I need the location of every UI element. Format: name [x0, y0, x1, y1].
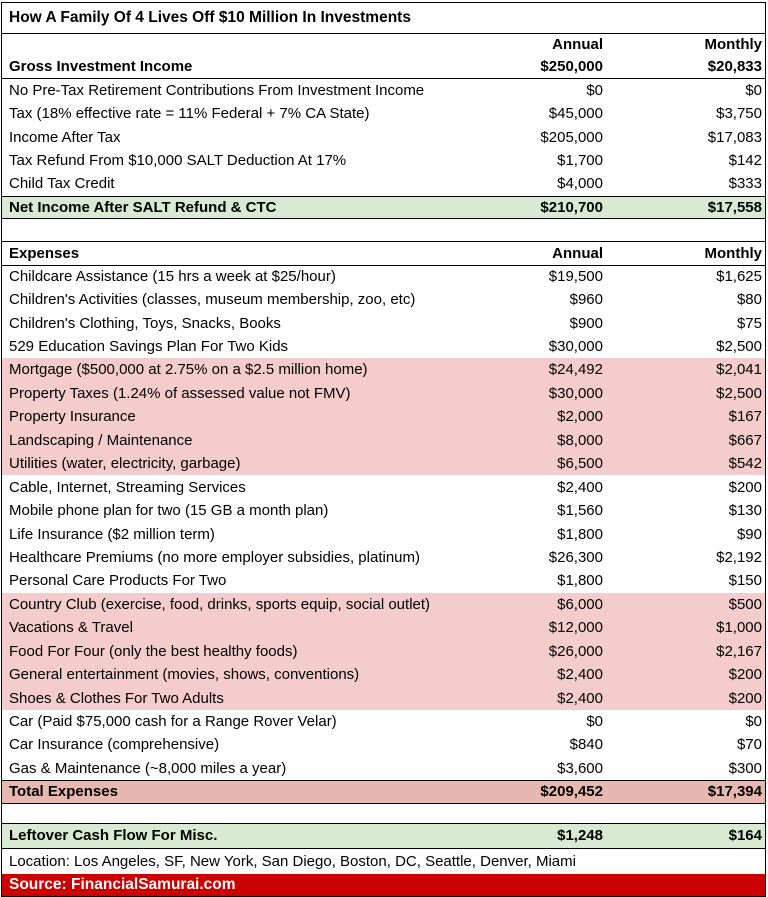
- expense-row-annual: $26,300: [548, 548, 603, 566]
- expense-row-annual: $19,500: [548, 268, 603, 286]
- expense-row-monthly: $167: [728, 408, 762, 426]
- expense-row-monthly: $70: [736, 736, 762, 754]
- expense-row-annual: $12,000: [548, 619, 603, 637]
- expense-row-label: Country Club (exercise, food, drinks, sports equip, social outlet): [9, 595, 431, 613]
- expense-row-monthly: $75: [736, 314, 762, 332]
- expense-row-label: Vacations & Travel: [9, 619, 133, 637]
- leftover-monthly: $164: [728, 827, 762, 845]
- expense-row: [2, 311, 765, 334]
- income-row-label: Child Tax Credit: [9, 175, 115, 193]
- expense-row-annual: $26,000: [548, 642, 603, 660]
- expense-row-label: Cable, Internet, Streaming Services: [9, 478, 246, 496]
- budget-table: [1, 2, 766, 897]
- expense-row: [2, 265, 765, 288]
- expense-row-monthly: $542: [728, 455, 762, 473]
- expense-row-label: Car (Paid $75,000 cash for a Range Rover Velar): [9, 713, 337, 731]
- location-text: Location: Los Angeles, SF, New York, San Diego, Boston, DC, Seattle, Denver, Miami: [9, 852, 576, 870]
- expense-row-monthly: $150: [728, 572, 762, 590]
- gross-income-monthly: $20,833: [707, 58, 762, 76]
- expense-row: [2, 546, 765, 569]
- location-row: [2, 848, 765, 874]
- expense-row-annual: $960: [569, 291, 603, 309]
- expense-row-monthly: $200: [728, 666, 762, 684]
- spacer: [2, 804, 765, 824]
- income-row-label: Income After Tax: [9, 128, 121, 146]
- expense-row-monthly: $90: [736, 525, 762, 543]
- expense-row: [2, 593, 765, 616]
- source-text: Source: FinancialSamurai.com: [9, 875, 236, 893]
- expense-row-annual: $30,000: [548, 338, 603, 356]
- expense-row-label: Landscaping / Maintenance: [9, 431, 193, 449]
- expense-row: [2, 663, 765, 686]
- expense-row-label: Shoes & Clothes For Two Adults: [9, 689, 224, 707]
- expense-row-annual: $6,000: [557, 595, 603, 613]
- expense-row-monthly: $130: [728, 502, 762, 520]
- expense-row-annual: $3,600: [557, 759, 603, 777]
- expense-row-monthly: $1,000: [716, 619, 762, 637]
- expenses-annual-header: Annual: [552, 244, 603, 262]
- expense-row-monthly: $2,500: [716, 384, 762, 402]
- expense-row-annual: $2,000: [557, 408, 603, 426]
- expense-row: [2, 733, 765, 756]
- expense-rows: [2, 265, 765, 781]
- expense-row-label: Food For Four (only the best healthy foods): [9, 642, 298, 660]
- expense-row-monthly: $80: [736, 291, 762, 309]
- expense-row-label: General entertainment (movies, shows, conventions): [9, 666, 360, 684]
- expense-row-annual: $24,492: [548, 361, 603, 379]
- expense-row-monthly: $667: [728, 431, 762, 449]
- expense-row-annual: $0: [586, 713, 603, 731]
- expense-row-label: Children's Activities (classes, museum membership, zoo, etc): [9, 291, 416, 309]
- income-row-annual: $0: [586, 82, 603, 100]
- source-row: [2, 874, 765, 896]
- expense-row: [2, 358, 765, 381]
- expense-row-monthly: $500: [728, 595, 762, 613]
- leftover-label: Leftover Cash Flow For Misc.: [9, 827, 218, 845]
- expense-row: [2, 335, 765, 358]
- income-row-monthly: $3,750: [716, 105, 762, 123]
- expense-row-monthly: $1,625: [716, 268, 762, 286]
- expense-row-annual: $1,800: [557, 572, 603, 590]
- expense-row-label: Property Insurance: [9, 408, 136, 426]
- income-row-monthly: $0: [745, 82, 762, 100]
- expense-row-monthly: $0: [745, 713, 762, 731]
- expense-row-label: Property Taxes (1.24% of assessed value not FMV): [9, 384, 351, 402]
- income-rows: [2, 78, 765, 195]
- expense-row-label: 529 Education Savings Plan For Two Kids: [9, 338, 289, 356]
- expense-row: [2, 405, 765, 428]
- income-row: [2, 172, 765, 195]
- leftover-annual: $1,248: [557, 827, 603, 845]
- expense-row-label: Children's Clothing, Toys, Snacks, Books: [9, 314, 281, 332]
- table-title: How A Family Of 4 Lives Off $10 Million In Investments: [9, 9, 411, 26]
- income-row-annual: $1,700: [557, 151, 603, 169]
- income-row-annual: $45,000: [548, 105, 603, 123]
- net-income-row: [2, 196, 765, 219]
- expense-row-label: Life Insurance ($2 million term): [9, 525, 215, 543]
- income-monthly-header: Monthly: [704, 36, 762, 53]
- expense-row: [2, 429, 765, 452]
- expense-row: [2, 569, 765, 592]
- expenses-monthly-header: Monthly: [704, 244, 762, 262]
- income-row: [2, 125, 765, 148]
- income-annual-header: Annual: [552, 36, 603, 53]
- gross-income-row: [2, 55, 765, 78]
- income-header-row: [2, 33, 765, 55]
- expense-row-monthly: $2,192: [716, 548, 762, 566]
- expense-row-annual: $2,400: [557, 666, 603, 684]
- income-row: [2, 102, 765, 125]
- expense-row-annual: $1,560: [557, 502, 603, 520]
- expense-row: [2, 710, 765, 733]
- table-title-row: [2, 3, 765, 33]
- income-row: [2, 78, 765, 101]
- expense-row: [2, 499, 765, 522]
- expense-row: [2, 452, 765, 475]
- expense-row-annual: $30,000: [548, 384, 603, 402]
- income-row-monthly: $142: [728, 151, 762, 169]
- expense-row: [2, 616, 765, 639]
- spacer: [2, 219, 765, 241]
- expense-row: [2, 288, 765, 311]
- expense-row: [2, 757, 765, 780]
- income-row-monthly: $333: [728, 175, 762, 193]
- expense-row-label: Car Insurance (comprehensive): [9, 736, 220, 754]
- total-expenses-row: [2, 780, 765, 803]
- expense-row-annual: $1,800: [557, 525, 603, 543]
- expense-row-label: Healthcare Premiums (no more employer subsidies, platinum): [9, 548, 420, 566]
- total-expenses-annual: $209,452: [540, 783, 603, 801]
- expense-row: [2, 686, 765, 709]
- total-expenses-monthly: $17,394: [707, 783, 762, 801]
- expense-row-label: Mobile phone plan for two (15 GB a month plan): [9, 502, 329, 520]
- expense-row-annual: $6,500: [557, 455, 603, 473]
- expense-row: [2, 640, 765, 663]
- expense-row: [2, 382, 765, 405]
- net-income-annual: $210,700: [540, 198, 603, 216]
- income-row-label: Tax Refund From $10,000 SALT Deduction At 17%: [9, 151, 347, 169]
- expense-row-label: Mortgage ($500,000 at 2.75% on a $2.5 million home): [9, 361, 368, 379]
- expense-row: [2, 475, 765, 498]
- expense-row-annual: $840: [569, 736, 603, 754]
- expense-row-label: Gas & Maintenance (~8,000 miles a year): [9, 759, 287, 777]
- income-row-annual: $4,000: [557, 175, 603, 193]
- income-row-label: No Pre-Tax Retirement Contributions From Investment Income: [9, 82, 425, 100]
- expense-row-monthly: $200: [728, 478, 762, 496]
- income-row-label: Tax (18% effective rate = 11% Federal + 7% CA State): [9, 105, 370, 123]
- expense-row-monthly: $2,167: [716, 642, 762, 660]
- expense-row-annual: $2,400: [557, 478, 603, 496]
- income-row-annual: $205,000: [540, 128, 603, 146]
- expense-row-monthly: $2,500: [716, 338, 762, 356]
- expense-row-label: Childcare Assistance (15 hrs a week at $25/hour): [9, 268, 336, 286]
- income-row: [2, 149, 765, 172]
- expense-row-monthly: $300: [728, 759, 762, 777]
- expense-row: [2, 522, 765, 545]
- income-row-monthly: $17,083: [707, 128, 762, 146]
- gross-income-annual: $250,000: [540, 58, 603, 76]
- expense-row-annual: $900: [569, 314, 603, 332]
- net-income-monthly: $17,558: [707, 198, 762, 216]
- expense-row-annual: $2,400: [557, 689, 603, 707]
- net-income-label: Net Income After SALT Refund & CTC: [9, 198, 277, 216]
- total-expenses-label: Total Expenses: [9, 783, 118, 801]
- expense-row-label: Utilities (water, electricity, garbage): [9, 455, 241, 473]
- gross-income-label: Gross Investment Income: [9, 58, 193, 76]
- expenses-header-label: Expenses: [9, 244, 80, 262]
- expense-row-monthly: $2,041: [716, 361, 762, 379]
- expenses-header-row: [2, 241, 765, 264]
- expense-row-monthly: $200: [728, 689, 762, 707]
- leftover-row: [2, 824, 765, 848]
- expense-row-annual: $8,000: [557, 431, 603, 449]
- expense-row-label: Personal Care Products For Two: [9, 572, 227, 590]
